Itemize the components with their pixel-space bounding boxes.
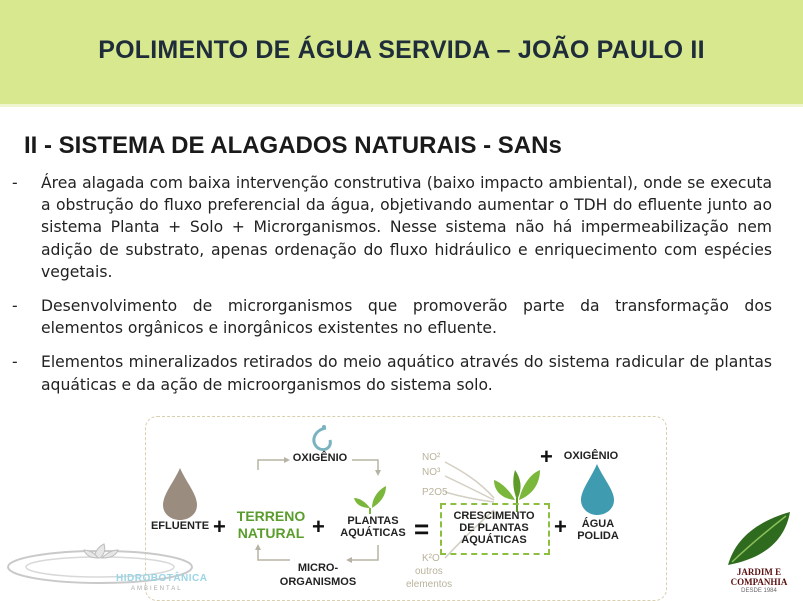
nutrient-no3: NO³ — [422, 467, 441, 478]
plus-sign: + — [554, 514, 567, 539]
cycle-arrow-bottom — [350, 545, 378, 560]
nutrient-no2: NO² — [422, 452, 441, 463]
crescimento-line1: CRESCIMENTO — [453, 510, 535, 522]
crescimento-line2: DE PLANTAS — [459, 522, 529, 534]
bullet-text: Área alagada com baixa intervenção construtiva (baixo impacto ambiental), onde se executa a obstrução do fluxo preferencial da água, objetivando aumentar o TDH do efluente junto ao sistema Planta + Solo + Microrganismos. Nesse sistema não há impermeabilização nem adição de substrato, apenas ordenação do fluxo hidráulico e enriquecimento com espécies vegetais. — [41, 174, 772, 281]
hidrobotanica-logo-text: HIDROBOTÂNICA — [116, 573, 208, 584]
plant-icon — [494, 480, 515, 500]
nutrient-k2o: K²O — [422, 553, 440, 564]
sprout-icon — [372, 486, 386, 508]
efluente-label: EFLUENTE — [150, 520, 210, 532]
hidrobotanica-logo-subtext: AMBIENTAL — [131, 586, 183, 592]
jardim-logo-text — [724, 567, 794, 587]
nutrient-p2o5: P2O5 — [422, 487, 448, 498]
plantas-line2: AQUÁTICAS — [340, 527, 406, 539]
micro-line2: ORGANISMOS — [279, 576, 357, 588]
nutrient-elementos: elementos — [406, 579, 453, 590]
oxygen-swirl-icon — [314, 428, 330, 450]
plus-sign: + — [540, 444, 553, 469]
plus-sign: + — [213, 514, 226, 539]
bullet-marker: - — [12, 174, 18, 192]
section-title: II - SISTEMA DE ALAGADOS NATURAIS - SANs — [24, 132, 562, 159]
oxigenio-label: OXIGÊNIO — [292, 452, 348, 464]
jardim-line1: JARDIM E — [736, 567, 782, 577]
agua-polida-label — [570, 518, 626, 542]
micro-line1: MICRO- — [297, 562, 339, 574]
agua-line2: POLIDA — [577, 530, 619, 542]
bullet-marker: - — [12, 297, 18, 316]
oxigenio-output-label: OXIGÊNIO — [563, 450, 619, 462]
equals-sign: = — [414, 514, 430, 544]
bullet-text: Desenvolvimento de microrganismos que promoverão parte da transformação dos elementos orgânicos e inorgânicos existentes no efluente. — [41, 297, 772, 338]
bullet-text: Elementos mineralizados retirados do meio aquático através do sistema radicular de plantas aquáticas e da ação de microorganismos do sistema solo. — [41, 353, 772, 394]
crescimento-label — [441, 510, 547, 546]
plantas-aquaticas-label — [335, 515, 411, 539]
efluente-drop-icon — [163, 468, 197, 520]
microorganismos-label — [268, 561, 368, 589]
bullet-marker: - — [12, 353, 18, 372]
nutrient-outros: outros — [415, 566, 443, 577]
plus-sign: + — [312, 514, 325, 539]
crescimento-line3: AQUÁTICAS — [461, 534, 527, 546]
terreno-line2: NATURAL — [237, 525, 305, 541]
agua-line1: ÁGUA — [581, 518, 615, 530]
terreno-line1: TERRENO — [236, 508, 306, 524]
jardim-line2: COMPANHIA — [730, 577, 788, 587]
plantas-line1: PLANTAS — [347, 515, 399, 527]
page-title: POLIMENTO DE ÁGUA SERVIDA – JOÃO PAULO II — [98, 36, 705, 64]
jardim-logo-subtext: DESDE 1984 — [741, 588, 777, 594]
agua-drop-icon — [581, 464, 614, 515]
terreno-natural-label — [229, 508, 313, 542]
